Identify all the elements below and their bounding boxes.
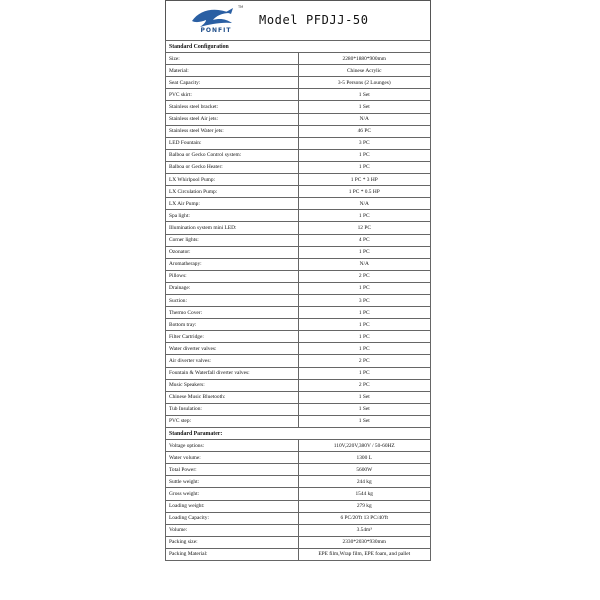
spec-value: N/A bbox=[298, 113, 431, 125]
spec-label: Balboa or Gecko Heater: bbox=[166, 161, 299, 173]
spec-value: 1 Set bbox=[298, 415, 431, 427]
spec-value: 279 kg bbox=[298, 500, 431, 512]
dolphin-icon bbox=[186, 7, 246, 29]
spec-label: Total Power: bbox=[166, 464, 299, 476]
spec-value: 1 Set bbox=[298, 391, 431, 403]
spec-value: 244 kg bbox=[298, 476, 431, 488]
section-header-row bbox=[166, 41, 431, 53]
table-row bbox=[166, 222, 431, 234]
spec-label: Voltage options: bbox=[166, 440, 299, 452]
spec-label: Stainless steel bracket: bbox=[166, 101, 299, 113]
brand-name: PONFIT bbox=[200, 27, 232, 34]
table-row bbox=[166, 89, 431, 101]
spec-value: Chinese Acrylic bbox=[298, 65, 431, 77]
table-row bbox=[166, 234, 431, 246]
table-row bbox=[166, 113, 431, 125]
spec-value: 3 PC bbox=[298, 294, 431, 306]
spec-label: Ozonator: bbox=[166, 246, 299, 258]
spec-label: Material: bbox=[166, 65, 299, 77]
spec-value: 3-5 Persons (2 Lounges) bbox=[298, 77, 431, 89]
spec-label: Loading Capacity: bbox=[166, 512, 299, 524]
table-row bbox=[166, 294, 431, 306]
spec-value: 5600W bbox=[298, 464, 431, 476]
table-row bbox=[166, 464, 431, 476]
spec-label: Stainless steel Air jets: bbox=[166, 113, 299, 125]
spec-value: 110V,220V,380V / 50-60HZ bbox=[298, 440, 431, 452]
table-row bbox=[166, 65, 431, 77]
spec-value: 1 PC bbox=[298, 367, 431, 379]
spec-label: Air diverter valves: bbox=[166, 355, 299, 367]
spec-label: Loading weight: bbox=[166, 500, 299, 512]
table-row bbox=[166, 137, 431, 149]
spec-value: EPE film,Wrap film, EPE foam, and pallet bbox=[298, 548, 431, 560]
spec-value: 1 PC bbox=[298, 319, 431, 331]
spec-value: 1 PC * 3 HP bbox=[298, 174, 431, 186]
table-row bbox=[166, 198, 431, 210]
table-row bbox=[166, 319, 431, 331]
table-row bbox=[166, 403, 431, 415]
spec-value: 2 PC bbox=[298, 270, 431, 282]
spec-label: LX Whirlpool Pump: bbox=[166, 174, 299, 186]
spec-value: 3.54m³ bbox=[298, 524, 431, 536]
spec-label: Tub Insulation: bbox=[166, 403, 299, 415]
spec-label: Water diverter valves: bbox=[166, 343, 299, 355]
spec-value: 1 PC bbox=[298, 210, 431, 222]
model-title: Model PFDJJ-50 bbox=[259, 13, 369, 27]
table-row bbox=[166, 149, 431, 161]
spec-value: 1 PC * 0.5 HP bbox=[298, 186, 431, 198]
table-row bbox=[166, 101, 431, 113]
trademark-mark: TM bbox=[238, 5, 244, 9]
spec-label: Corner lights: bbox=[166, 234, 299, 246]
table-row bbox=[166, 367, 431, 379]
spec-label: Bottom tray: bbox=[166, 319, 299, 331]
spec-value: 1 PC bbox=[298, 343, 431, 355]
spec-value: 1 PC bbox=[298, 307, 431, 319]
spec-label: Filter Cartridge: bbox=[166, 331, 299, 343]
spec-label: Fountain & Waterfall diverter valves: bbox=[166, 367, 299, 379]
spec-label: LX Air Pump: bbox=[166, 198, 299, 210]
table-row bbox=[166, 548, 431, 560]
spec-label: Size: bbox=[166, 53, 299, 65]
spec-value: 2280*1880*900mm bbox=[298, 53, 431, 65]
spec-label: Drainage: bbox=[166, 282, 299, 294]
spec-value: 4 PC bbox=[298, 234, 431, 246]
spec-label: Music Speakers: bbox=[166, 379, 299, 391]
spec-label: Seat Capacity: bbox=[166, 77, 299, 89]
table-row bbox=[166, 282, 431, 294]
table-row bbox=[166, 77, 431, 89]
spec-value: N/A bbox=[298, 198, 431, 210]
spec-label: PVC skirt: bbox=[166, 89, 299, 101]
table-row bbox=[166, 536, 431, 548]
table-row bbox=[166, 246, 431, 258]
section-header-row bbox=[166, 428, 431, 440]
spec-label: Suttle weight: bbox=[166, 476, 299, 488]
spec-sheet bbox=[165, 0, 431, 600]
spec-value: 2 PC bbox=[298, 355, 431, 367]
spec-value: 1 PC bbox=[298, 282, 431, 294]
spec-label: Volume: bbox=[166, 524, 299, 536]
table-row bbox=[166, 500, 431, 512]
spec-value: 46 PC bbox=[298, 125, 431, 137]
section-title: Standard Paramater: bbox=[166, 428, 431, 440]
brand-logo bbox=[186, 7, 256, 37]
spec-value: 6 PC/20'ft 13 PC/40'ft bbox=[298, 512, 431, 524]
table-row bbox=[166, 391, 431, 403]
table-row bbox=[166, 379, 431, 391]
spec-value: 2 PC bbox=[298, 379, 431, 391]
spec-label: Chinese Music Bluetooth: bbox=[166, 391, 299, 403]
table-row bbox=[166, 488, 431, 500]
spec-value: 1 PC bbox=[298, 331, 431, 343]
spec-value: N/A bbox=[298, 258, 431, 270]
table-row bbox=[166, 258, 431, 270]
spec-label: LX Circulation Pump: bbox=[166, 186, 299, 198]
table-row bbox=[166, 512, 431, 524]
spec-table bbox=[165, 40, 431, 561]
table-row bbox=[166, 174, 431, 186]
spec-value: 2330*2030*930mm bbox=[298, 536, 431, 548]
table-row bbox=[166, 307, 431, 319]
spec-header bbox=[165, 0, 431, 40]
spec-value: 12 PC bbox=[298, 222, 431, 234]
table-row bbox=[166, 161, 431, 173]
spec-value: 1 Set bbox=[298, 403, 431, 415]
spec-value: 1 Set bbox=[298, 101, 431, 113]
table-row bbox=[166, 355, 431, 367]
spec-label: Packing Material: bbox=[166, 548, 299, 560]
table-row bbox=[166, 331, 431, 343]
spec-label: Pillows: bbox=[166, 270, 299, 282]
spec-label: Water volume: bbox=[166, 452, 299, 464]
spec-label: Illumination system mini LED: bbox=[166, 222, 299, 234]
spec-label: Stainless steel Water jets: bbox=[166, 125, 299, 137]
spec-value: 1300 L bbox=[298, 452, 431, 464]
table-row bbox=[166, 476, 431, 488]
spec-label: Gross weight: bbox=[166, 488, 299, 500]
spec-label: PVC step: bbox=[166, 415, 299, 427]
table-row bbox=[166, 415, 431, 427]
table-row bbox=[166, 270, 431, 282]
spec-value: 1544 kg bbox=[298, 488, 431, 500]
section-title: Standard Configuration bbox=[166, 41, 431, 53]
table-row bbox=[166, 343, 431, 355]
spec-label: Spa light: bbox=[166, 210, 299, 222]
table-row bbox=[166, 125, 431, 137]
spec-label: Packing size: bbox=[166, 536, 299, 548]
table-row bbox=[166, 210, 431, 222]
spec-value: 1 PC bbox=[298, 246, 431, 258]
table-row bbox=[166, 53, 431, 65]
spec-label: Balboa or Gecko Control system: bbox=[166, 149, 299, 161]
table-row bbox=[166, 452, 431, 464]
spec-label: Aromatherapy: bbox=[166, 258, 299, 270]
table-row bbox=[166, 186, 431, 198]
table-row bbox=[166, 440, 431, 452]
spec-label: Thermo Cover: bbox=[166, 307, 299, 319]
spec-value: 1 Set bbox=[298, 89, 431, 101]
spec-value: 1 PC bbox=[298, 161, 431, 173]
spec-label: LED Fountain: bbox=[166, 137, 299, 149]
spec-value: 1 PC bbox=[298, 149, 431, 161]
spec-label: Suction: bbox=[166, 294, 299, 306]
table-row bbox=[166, 524, 431, 536]
spec-value: 3 PC bbox=[298, 137, 431, 149]
